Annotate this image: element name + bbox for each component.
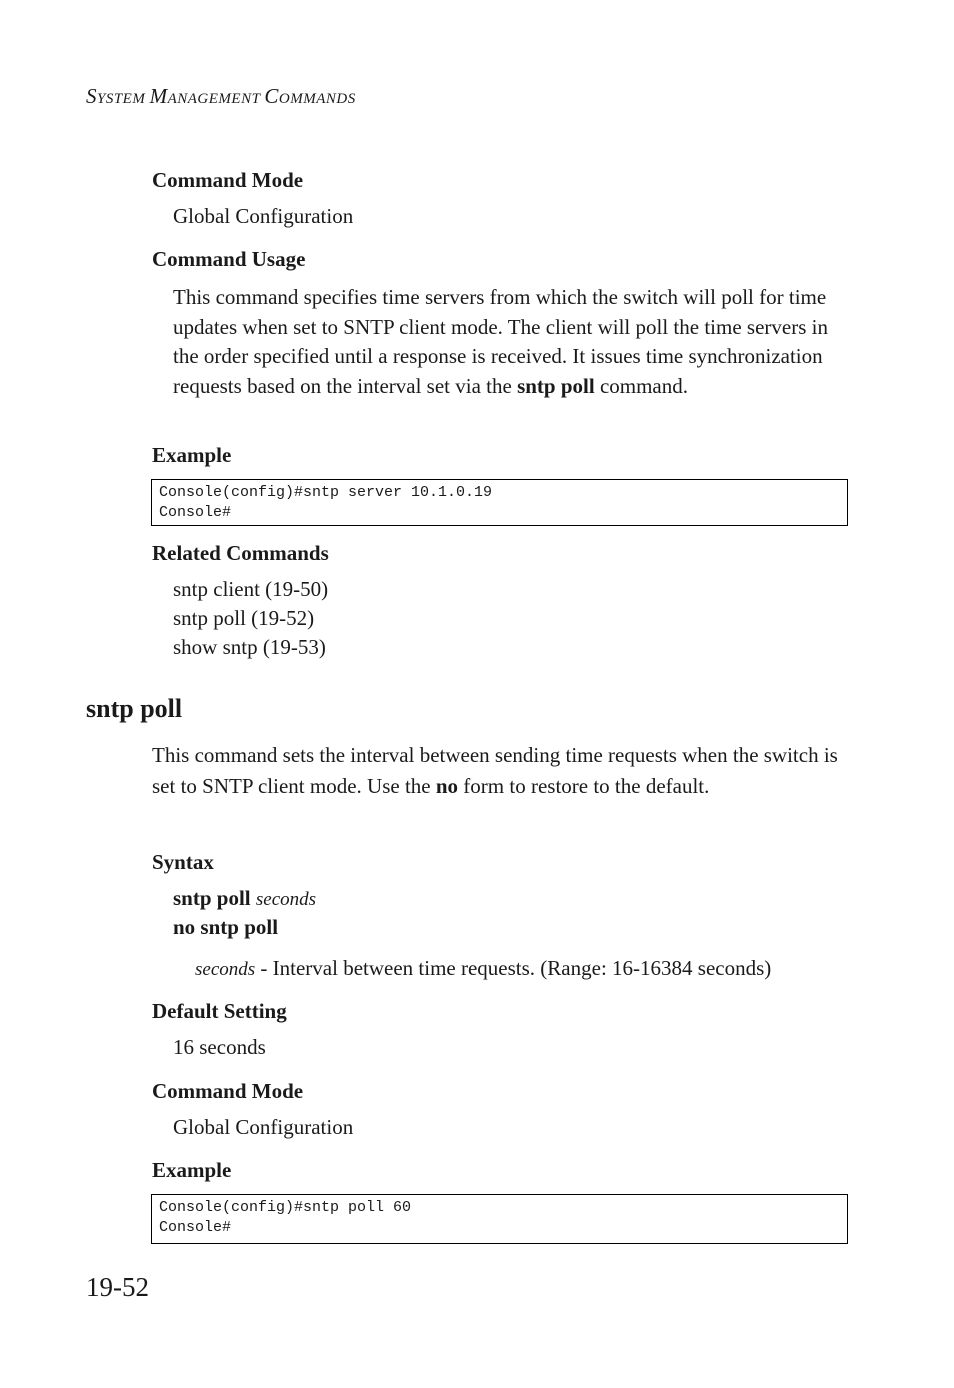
command-mode-value-2: Global Configuration bbox=[173, 1115, 354, 1139]
example-code-block bbox=[151, 479, 848, 526]
command-mode-heading: Command Mode bbox=[152, 168, 304, 192]
no-keyword: no bbox=[435, 774, 459, 798]
header-cap-c: C bbox=[264, 84, 279, 108]
section-title: sntp poll bbox=[86, 694, 183, 723]
header-word-system: YSTEM bbox=[97, 91, 150, 107]
page-number: 19-52 bbox=[86, 1272, 149, 1302]
code-line: Console(config)#sntp poll 60 bbox=[159, 1199, 412, 1216]
related-commands-heading: Related Commands bbox=[152, 541, 329, 565]
command-mode-heading-2: Command Mode bbox=[152, 1079, 304, 1103]
header-cap-s: S bbox=[86, 84, 97, 108]
syntax-line-1: sntp poll seconds bbox=[173, 886, 317, 910]
code-line: Console# bbox=[159, 504, 232, 521]
header-word-commands: OMMANDS bbox=[278, 91, 356, 107]
header-word-management: ANAGEMENT bbox=[167, 91, 265, 107]
example-code-block-2 bbox=[151, 1194, 848, 1244]
code-line: Console# bbox=[159, 1219, 232, 1236]
syntax-line-2: no sntp poll bbox=[173, 915, 279, 939]
command-mode-value: Global Configuration bbox=[173, 204, 354, 228]
related-item-sntp-client: sntp client (19-50) bbox=[173, 577, 329, 601]
syntax-heading: Syntax bbox=[152, 850, 214, 874]
related-item-sntp-poll: sntp poll (19-52) bbox=[173, 606, 315, 630]
default-setting-heading: Default Setting bbox=[152, 999, 287, 1023]
example-heading-2: Example bbox=[152, 1158, 232, 1182]
section-description: This command sets the interval between sending time requests when the switch is set to SNTP client mode. Use the no form to restore to the default. bbox=[152, 743, 838, 798]
running-header bbox=[86, 84, 356, 109]
code-line: Console(config)#sntp server 10.1.0.19 bbox=[159, 484, 493, 501]
sntp-poll-ref: sntp poll bbox=[517, 373, 595, 398]
syntax-param-description: seconds - Interval between time requests. (Range: 16-16384 seconds) bbox=[195, 956, 772, 980]
example-heading: Example bbox=[152, 443, 232, 467]
default-setting-value: 16 seconds bbox=[173, 1035, 266, 1059]
command-usage-heading: Command Usage bbox=[152, 247, 306, 271]
related-item-show-sntp: show sntp (19-53) bbox=[173, 635, 326, 659]
header-cap-m: M bbox=[149, 84, 168, 108]
command-usage-text: This command specifies time servers from which the switch will poll for time updates when set to SNTP client mode. The client will poll the time servers in the order specified until a response is received. It issues time synchronization requests based on the interval set via the sntp poll command. bbox=[173, 285, 828, 398]
